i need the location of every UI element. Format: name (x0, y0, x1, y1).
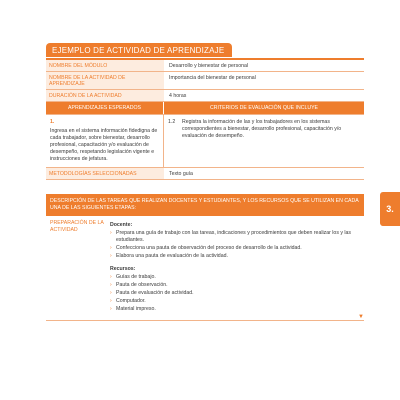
list-item (110, 230, 364, 244)
activity-document (46, 40, 364, 321)
learning-number: 1. (50, 119, 55, 125)
chapter-tab: 3. (380, 192, 400, 226)
recursos-title: Recursos: (110, 266, 136, 272)
bullet-arrow-icon: › (110, 282, 112, 288)
info-value: Importancia del bienestar de personal (169, 75, 256, 81)
criteria-cell (164, 115, 364, 167)
methodology-label: METODOLOGÍAS SELECCIONADAS (46, 168, 164, 179)
info-table (46, 58, 364, 180)
docente-title: Docente: (110, 222, 133, 228)
list-item (110, 290, 364, 297)
description-band: DESCRIPCIÓN DE LAS TAREAS QUE REALIZAN DOCENTES Y ESTUDIANTES, Y LOS RECURSOS QUE SE UTILIZAN EN CADA UNA DE LAS SIGUIENTES ETAPAS: (46, 194, 364, 216)
bullet-arrow-icon: › (110, 306, 112, 312)
list-item (110, 253, 364, 260)
info-row-module (46, 60, 364, 72)
bullet-arrow-icon: › (110, 230, 112, 236)
list-item (110, 306, 364, 313)
methodology-value: Texto guía (169, 171, 193, 177)
list-item-text: Pauta de observación. (116, 282, 168, 288)
info-label: NOMBRE DEL MÓDULO (46, 60, 164, 71)
bullet-arrow-icon: › (110, 298, 112, 304)
learning-outcome-cell (46, 115, 164, 167)
bullet-arrow-icon: › (110, 290, 112, 296)
list-item-text: Confecciona una pauta de observación del proceso de desarrollo de la actividad. (116, 245, 302, 251)
preparation-label: PREPARACIÓN DE LA ACTIVIDAD (50, 220, 104, 233)
info-row-activity (46, 72, 364, 90)
info-label: NOMBRE DE LA ACTIVIDAD DE APRENDIZAJE (46, 72, 164, 89)
learning-text: Ingresa en el sistema información fidedigna de cada trabajador, sobre bienestar, desarrollo profesional, capacitación y/o evaluación de desempeño, respetando legislación vigente e instrucciones de jefatura. (50, 128, 158, 162)
info-label: DURACIÓN DE LA ACTIVIDAD (46, 90, 164, 101)
header-learning: APRENDIZAJES ESPERADOS (46, 102, 164, 114)
methodology-row (46, 168, 364, 180)
section-divider (46, 314, 364, 321)
list-item (110, 245, 364, 252)
list-item-text: Pauta de evaluación de actividad. (116, 290, 194, 296)
list-item-text: Material impreso. (116, 306, 156, 312)
info-value: Desarrollo y bienestar de personal (169, 63, 249, 69)
header-criteria: CRITERIOS DE EVALUACIÓN QUE INCLUYE (210, 105, 318, 111)
list-item-text: Elabora una pauta de evaluación de la actividad. (116, 253, 228, 259)
learning-criteria-row (46, 115, 364, 168)
criteria-text: Registra la información de las y los trabajadores en los sistemas correspondientes a bienestar, desarrollo profesional, capacitación y/o evaluación de desempeño. (182, 119, 342, 139)
list-item-text: Guías de trabajo. (116, 274, 156, 280)
list-item (110, 298, 364, 305)
continue-down-icon: ▼ (358, 314, 364, 320)
preparation-section (46, 216, 364, 313)
info-row-duration (46, 90, 364, 102)
criteria-number: 1.2 (168, 119, 176, 125)
bullet-arrow-icon: › (110, 274, 112, 280)
list-item (110, 274, 364, 281)
document-title: EJEMPLO DE ACTIVIDAD DE APRENDIZAJE (46, 43, 232, 57)
bullet-arrow-icon: › (110, 245, 112, 251)
list-item (110, 282, 364, 289)
list-item-text: Computador. (116, 298, 146, 304)
table-header-row (46, 102, 364, 115)
list-item-text: Prepara una guía de trabajo con las tareas, indicaciones y procedimientos que deben realizar los y las estudiantes. (116, 230, 352, 243)
preparation-body (106, 220, 364, 313)
info-value: 4 horas (169, 93, 187, 99)
bullet-arrow-icon: › (110, 253, 112, 259)
